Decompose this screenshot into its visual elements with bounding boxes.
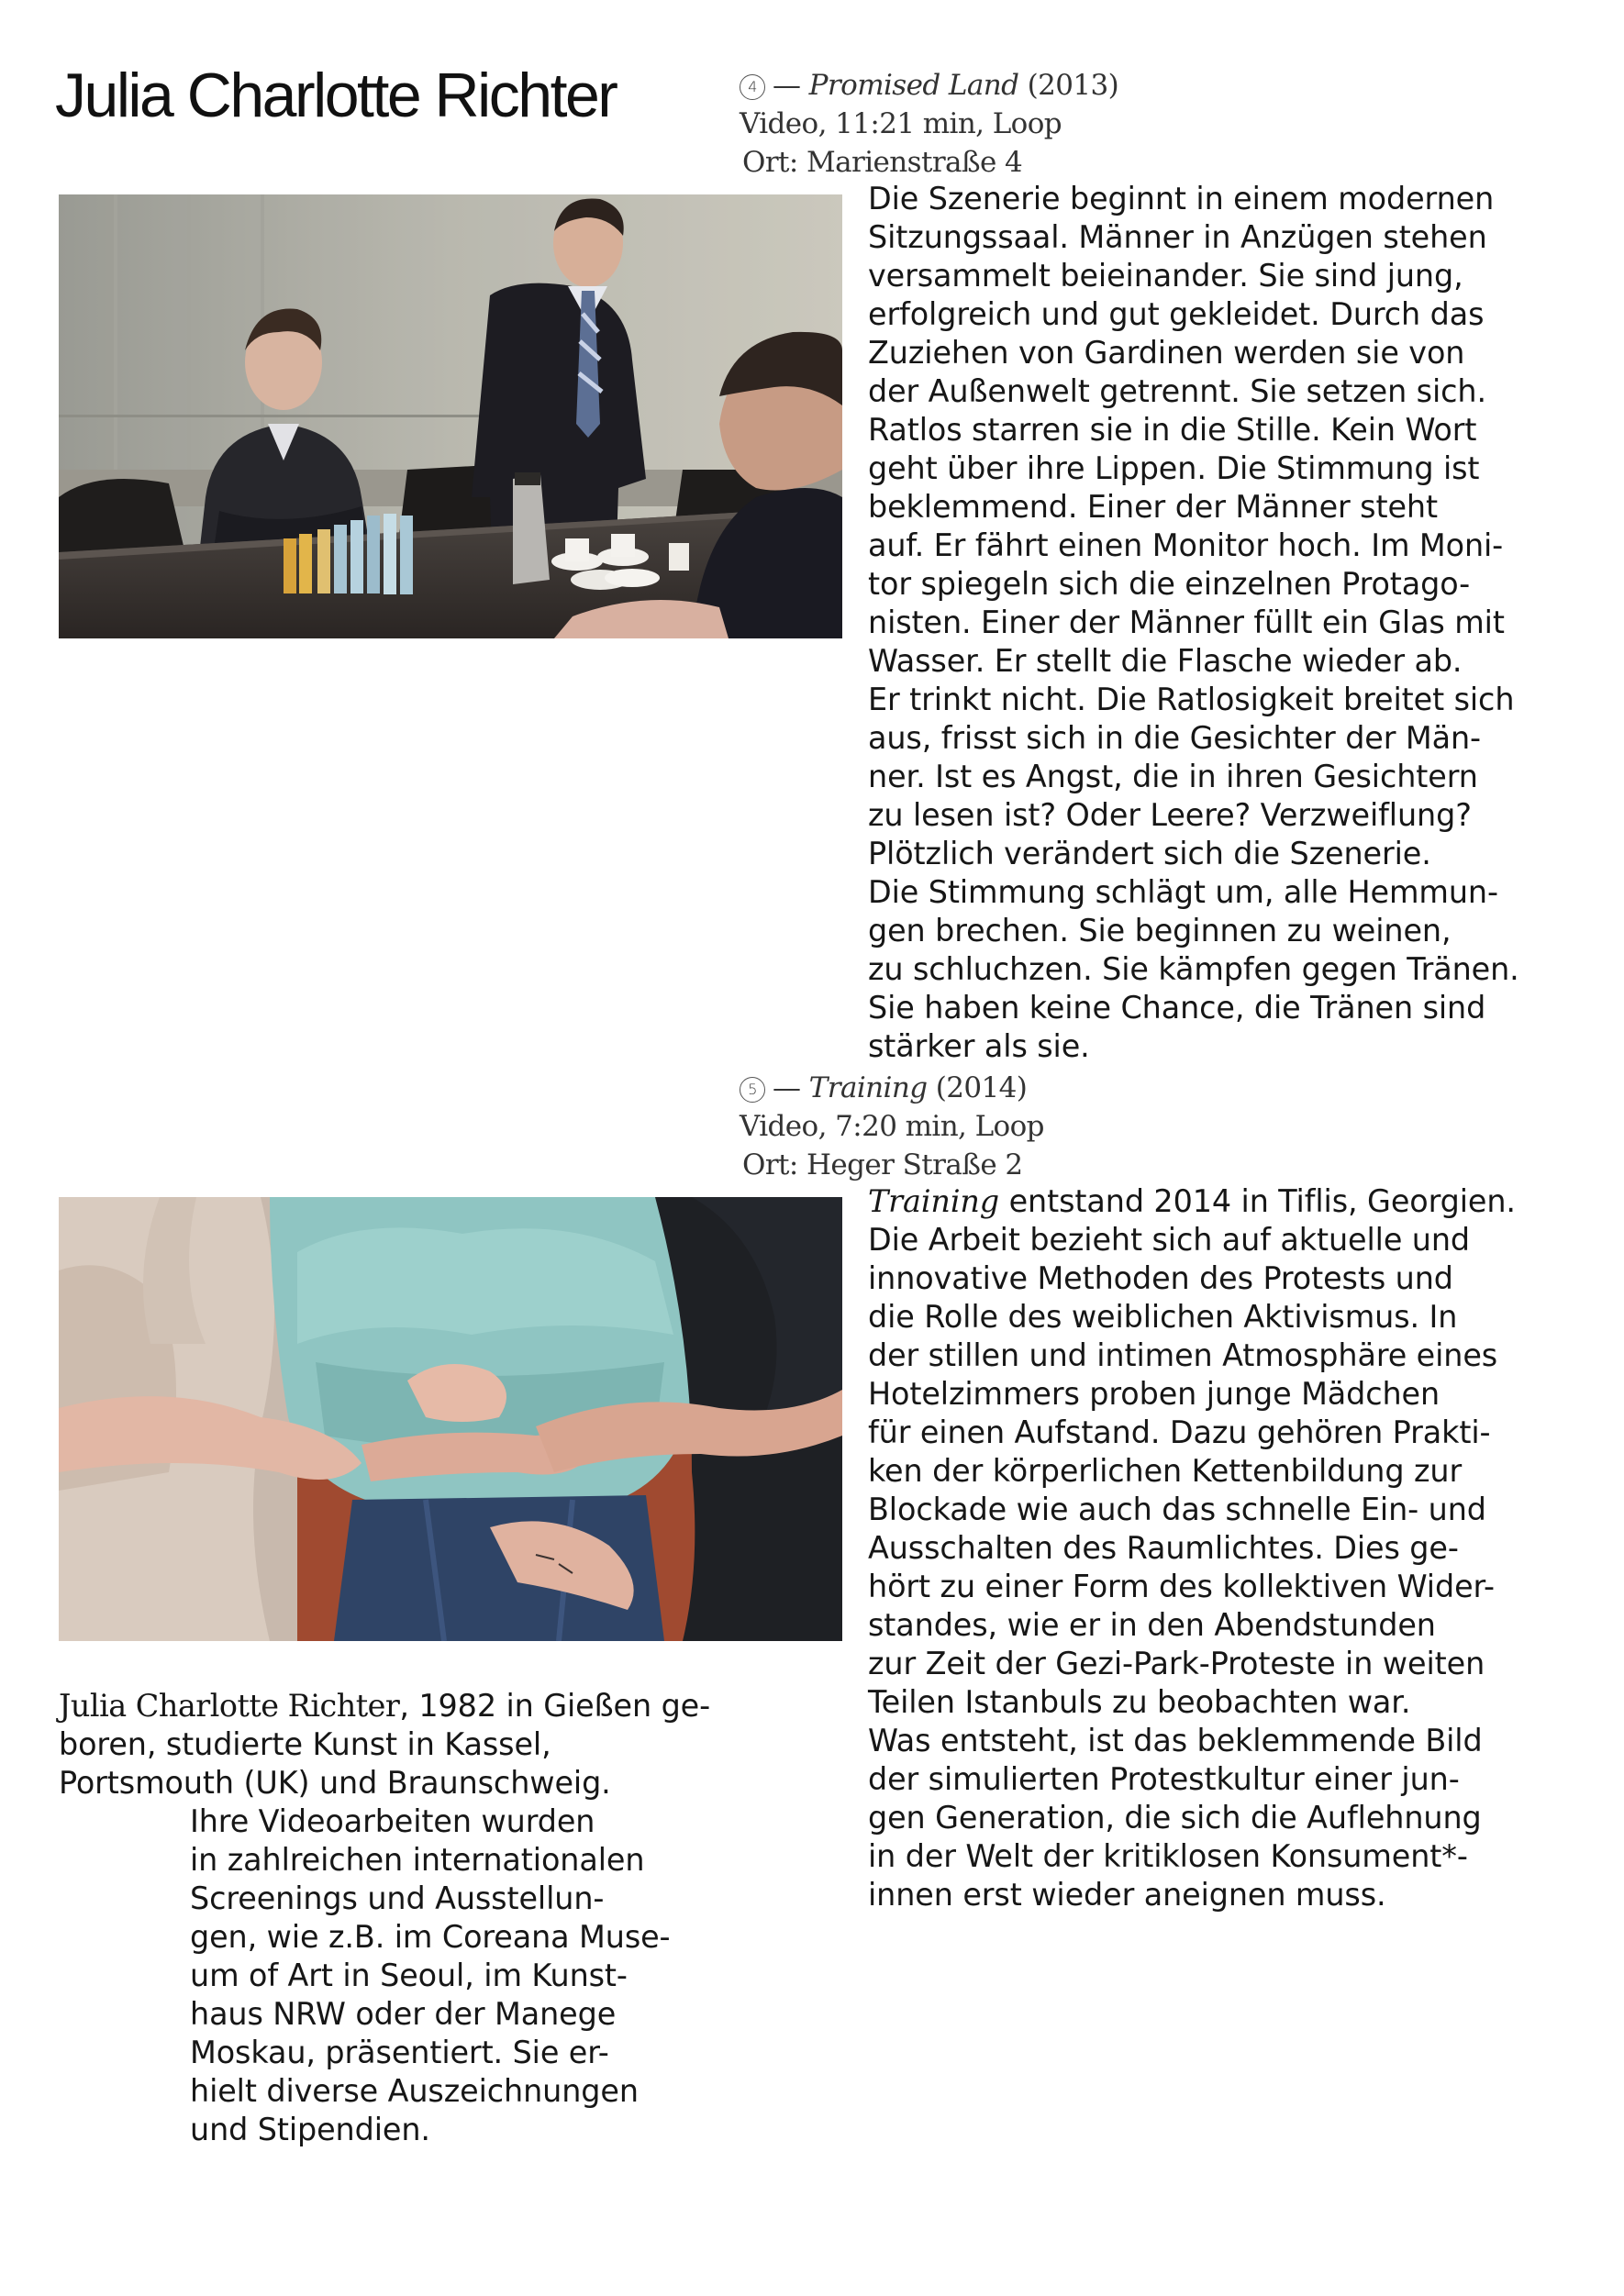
work-4-location: Ort: Marienstraße 4 [742, 146, 1023, 179]
work-4-still-image [59, 194, 842, 638]
bio-artist-name: Julia Charlotte Richter [59, 1688, 400, 1724]
work-5-location: Ort: Heger Straße 2 [742, 1148, 1023, 1181]
artist-bio: Julia Charlotte Richter, 1982 in Gießen ge- boren, studierte Kunst in Kassel, Portsmouth (UK) und Braunschweig. Ihre Videoarbeiten wurden in zahlreichen internationalen Screenings und Ausstellun- gen, wie z.B. im Coreana Muse- um of Art in Seoul, im Kunst- haus NRW oder der Manege Moskau, präsentiert. Sie er- hielt diverse Auszeichnungen und Stipendien. [59, 1688, 711, 2147]
work-5-meta [740, 1069, 1044, 1184]
work-4-meta [740, 66, 1118, 182]
work-5-number-badge: 5 [740, 1077, 765, 1103]
artist-name-heading: Julia Charlotte Richter [55, 61, 617, 130]
work-5-year: (2014) [935, 1071, 1028, 1104]
work-4-title-row: 4 — Promised Land (2013) [740, 66, 1118, 105]
bio-first-line: Julia Charlotte Richter, 1982 in Gießen ge- [59, 1688, 711, 1724]
work-5-title: Training [808, 1071, 928, 1104]
work-4-description: Die Szenerie beginnt in einem modernen Sitzungssaal. Männer in Anzügen stehen versammelt beieinander. Sie sind jung, erfolgreich und gut gekleidet. Durch das Zuziehen von Gardinen werden sie von der Außenwelt getrennt. Sie setzen sich. Ratlos starren sie in die Stille. Kein Wort geht über ihre Lippen. Die Stimmung ist beklemmend. Einer der Männer steht auf. Er fährt einen Monitor hoch. Im Moni- tor spiegeln sich die einzelnen Protago- nisten. Einer der Männer füllt ein Glas mit Wasser. Er stellt die Flasche wieder ab. Er trinkt nicht. Die Ratlosigkeit breitet sich aus, frisst sich in die Gesichter der Män- ner. Ist es Angst, die in ihren Gesichtern zu lesen ist? Oder Leere? Verzweiflung? Plötzlich verändert sich die Szenerie. Die Stimmung schlägt um, alle Hemmun- gen brechen. Sie beginnen zu weinen, zu schluchzen. Sie kämpfen gegen Tränen. Sie haben keine Chance, die Tränen sind stärker als sie. [868, 181, 1519, 1064]
work-4-number-badge: 4 [740, 74, 765, 100]
work-5-description-first-line: Training entstand 2014 in Tiflis, Georgien. [868, 1183, 1516, 1219]
work-5-medium: Video, 7:20 min, Loop [740, 1110, 1044, 1143]
work-5-still-image [59, 1197, 842, 1641]
work-5-title-row: 5 — Training (2014) [740, 1069, 1044, 1107]
work-4-title: Promised Land [808, 69, 1019, 102]
work-4-medium: Video, 11:21 min, Loop [740, 107, 1062, 140]
work-5-description: Training entstand 2014 in Tiflis, Georgien. Die Arbeit bezieht sich auf aktuelle und innovative Methoden des Protests und die Rolle des weiblichen Aktivismus. In der stillen und intimen Atmosphäre eines Hotelzimmers proben junge Mädchen für einen Aufstand. Dazu gehören Prakti- ken der körperlichen Kettenbildung zur Blockade wie auch das schnelle Ein- und Ausschalten des Raumlichtes. Dies ge- hört zu einer Form des kollektiven Wider- standes, wie er in den Abendstunden zur Zeit der Gezi-Park-Proteste in weiten Teilen Istanbuls zu beobachten war. Was entsteht, ist das beklemmende Bild der simulierten Protestkultur einer jun- gen Generation, die sich die Auflehnung in der Welt der kritiklosen Konsument*- innen erst wieder aneignen muss. [868, 1183, 1516, 1913]
work-4-year: (2013) [1027, 69, 1119, 102]
